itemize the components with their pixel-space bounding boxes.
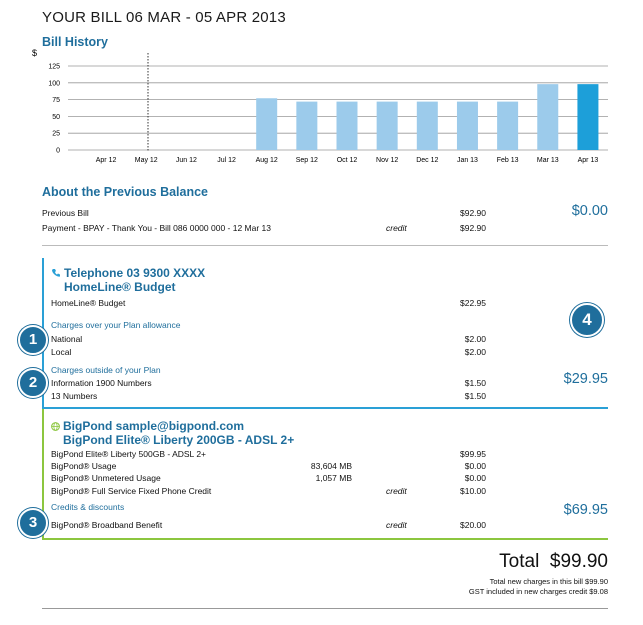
fixed-phone-credit-label: BigPond® Full Service Fixed Phone Credit (51, 486, 212, 496)
broadband-benefit-credit: credit (386, 520, 407, 530)
broadband-benefit-amount: $20.00 (460, 520, 486, 530)
bigpond-plan: BigPond Elite® Liberty 200GB - ADSL 2+ (63, 433, 295, 447)
national-amount: $2.00 (464, 334, 486, 344)
bigpond-unmetered-amount: $0.00 (464, 473, 486, 483)
telephone-total: $29.95 (563, 371, 608, 387)
x-tick-label: Jul 12 (217, 157, 236, 164)
13-numbers-label: 13 Numbers (51, 391, 98, 401)
x-tick-label: May 12 (134, 157, 158, 164)
y-tick-label: 50 (52, 113, 60, 121)
x-tick-label: Apr 12 (95, 157, 117, 164)
over-allowance-heading: Charges over your Plan allowance (51, 320, 181, 330)
payment-credit: credit (386, 223, 407, 233)
marker-4: 4 (570, 303, 604, 337)
bar-apr-13 (577, 84, 598, 150)
previous-bill-amount: $92.90 (460, 208, 486, 218)
y-tick-label: 100 (48, 80, 60, 88)
payment-label: Payment - BPAY - Thank You - Bill 086 0000 000 - 12 Mar 13 (42, 223, 272, 233)
bigpond-title: BigPond sample@bigpond.com (63, 419, 245, 433)
fixed-phone-credit-tag: credit (386, 486, 407, 496)
payment-amount: $92.90 (460, 223, 486, 233)
footer-divider (42, 608, 608, 609)
info-1900-amount: $1.50 (464, 378, 486, 388)
bigpond-usage-label: BigPond® Usage (51, 461, 117, 471)
x-tick-label: Feb 13 (496, 157, 519, 164)
telephone-title: Telephone 03 9300 XXXX (64, 266, 206, 280)
x-tick-label: Jun 12 (175, 157, 197, 164)
bar-oct-12 (337, 102, 358, 150)
currency-axis-label: $ (32, 48, 38, 58)
outside-plan-heading: Charges outside of your Plan (51, 365, 161, 375)
bigpond-usage-mb: 83,604 MB (310, 461, 352, 471)
homeline-label: HomeLine® Budget (51, 298, 126, 308)
bill-history-heading: Bill History (42, 35, 108, 49)
previous-bill-label: Previous Bill (42, 208, 89, 218)
phone-icon (51, 268, 61, 278)
local-label: Local (51, 347, 72, 357)
marker-1: 1 (18, 325, 48, 355)
x-tick-label: Mar 13 (536, 157, 559, 164)
y-tick-label: 125 (48, 63, 60, 71)
13-numbers-amount: $1.50 (464, 391, 486, 401)
bigpond-unmetered-label: BigPond® Unmetered Usage (51, 473, 161, 483)
y-tick-label: 25 (52, 130, 60, 138)
previous-balance-total: $0.00 (571, 203, 608, 219)
bar-feb-13 (497, 102, 518, 150)
bar-nov-12 (377, 102, 398, 150)
globe-icon (51, 422, 60, 431)
x-tick-label: Nov 12 (376, 157, 399, 164)
credits-heading: Credits & discounts (51, 502, 125, 512)
bar-dec-12 (417, 102, 438, 150)
bar-aug-12 (256, 98, 277, 150)
y-tick-label: 75 (52, 97, 60, 105)
bar-jan-13 (457, 102, 478, 150)
local-amount: $2.00 (464, 347, 486, 357)
bar-sep-12 (296, 102, 317, 150)
x-tick-label: Sep 12 (295, 157, 318, 164)
total-value: $99.90 (549, 551, 608, 572)
bill-title: YOUR BILL 06 MAR - 05 APR 2013 (42, 9, 286, 26)
info-1900-label: Information 1900 Numbers (51, 378, 152, 388)
bigpond-total: $69.95 (563, 502, 608, 518)
bigpond-unmetered-mb: 1,057 MB (315, 473, 352, 483)
homeline-amount: $22.95 (460, 298, 486, 308)
telephone-plan: HomeLine® Budget (64, 280, 176, 294)
x-tick-label: Oct 12 (336, 157, 358, 164)
bigpond-usage-amount: $0.00 (464, 461, 486, 471)
bigpond-plan-label: BigPond Elite® Liberty 500GB - ADSL 2+ (51, 449, 207, 459)
total-label: Total (499, 551, 540, 572)
x-tick-label: Aug 12 (255, 157, 278, 164)
x-tick-label: Jan 13 (456, 157, 478, 164)
x-tick-label: Dec 12 (416, 157, 439, 164)
grand-total (440, 551, 608, 573)
x-tick-label: Apr 13 (577, 157, 599, 164)
y-tick-label: 0 (56, 147, 60, 155)
marker-3: 3 (18, 508, 48, 538)
national-label: National (51, 334, 83, 344)
bill-history-chart (28, 48, 613, 168)
previous-balance-heading: About the Previous Balance (42, 185, 209, 199)
total-new-charges: Total new charges in this bill $99.90 (489, 577, 608, 586)
fixed-phone-credit-amount: $10.00 (460, 486, 486, 496)
bar-mar-13 (537, 84, 558, 150)
marker-2: 2 (18, 368, 48, 398)
divider (42, 245, 608, 246)
gst-included: GST included in new charges credit $9.08 (468, 587, 608, 596)
bigpond-plan-amount: $99.95 (460, 449, 486, 459)
broadband-benefit-label: BigPond® Broadband Benefit (51, 520, 163, 530)
